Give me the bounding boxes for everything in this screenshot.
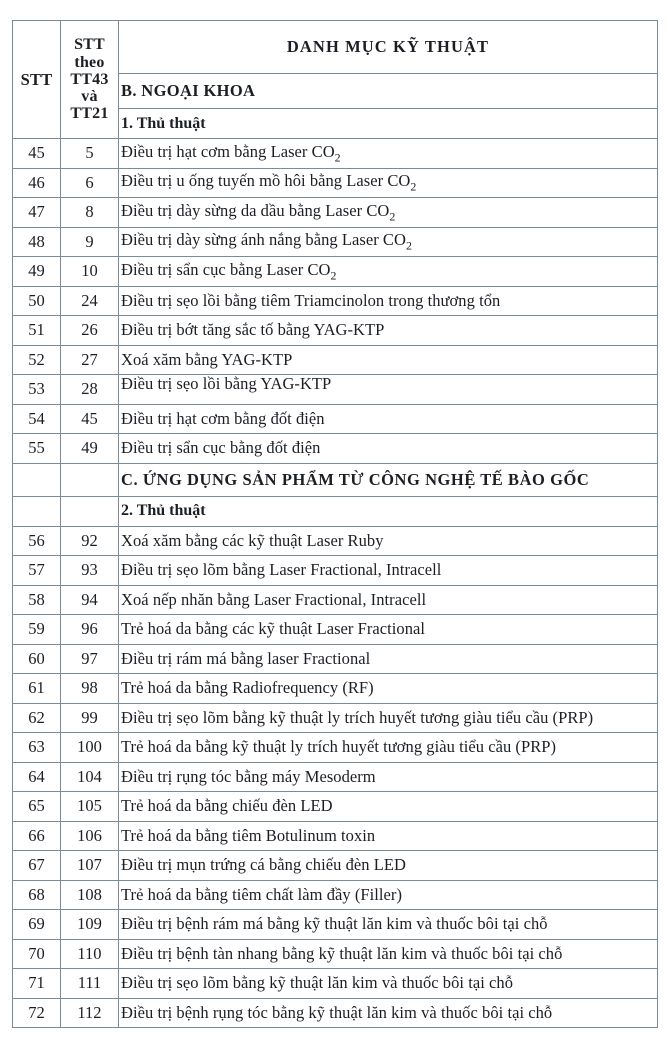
- cell-stt: 66: [13, 821, 61, 851]
- cell-stt-tt: 106: [61, 821, 119, 851]
- cell-stt: 59: [13, 615, 61, 645]
- cell-stt: 45: [13, 139, 61, 169]
- cell-stt-tt: 104: [61, 762, 119, 792]
- cell-stt-tt: 5: [61, 139, 119, 169]
- table-row: [13, 703, 658, 733]
- cell-stt: 47: [13, 198, 61, 228]
- table-row: [13, 674, 658, 704]
- cell-technique-name: Trẻ hoá da bằng tiêm chất làm đầy (Filler): [119, 880, 658, 910]
- table-row: [13, 939, 658, 969]
- cell-technique-name: Điều trị sẹo lồi bằng tiêm Triamcinolon trong thương tổn: [119, 286, 658, 316]
- cell-stt-tt: 100: [61, 733, 119, 763]
- cell-stt: 70: [13, 939, 61, 969]
- stt-tt-line-3: TT43: [70, 70, 109, 88]
- cell-stt-tt: 28: [61, 375, 119, 405]
- cell-stt-tt: 24: [61, 286, 119, 316]
- cell-stt-tt: 6: [61, 168, 119, 198]
- cell-stt: 52: [13, 345, 61, 375]
- cell-technique-name: Điều trị bệnh rụng tóc bằng kỹ thuật lăn kim và thuốc bôi tại chỗ: [119, 998, 658, 1028]
- cell-stt: 50: [13, 286, 61, 316]
- cell-stt-tt: 112: [61, 998, 119, 1028]
- section-header-c: C. ỨNG DỤNG SẢN PHẨM TỪ CÔNG NGHỆ TẾ BÀO GỐC: [119, 463, 658, 496]
- cell-stt: 65: [13, 792, 61, 822]
- cell-technique-name: Điều trị bệnh tàn nhang bằng kỹ thuật lăn kim và thuốc bôi tại chỗ: [119, 939, 658, 969]
- subsection-header-1: 1. Thủ thuật: [119, 109, 658, 139]
- cell-technique-name: Điều trị sẩn cục bằng Laser $CO_2$: [119, 257, 658, 287]
- cell-stt: 60: [13, 644, 61, 674]
- table-row: [13, 198, 658, 228]
- cell-technique-name: Điều trị sẹo lõm bằng kỹ thuật ly trích huyết tương giàu tiểu cầu (PRP): [119, 703, 658, 733]
- chemical-subscript: 2: [389, 208, 396, 223]
- stt-tt-line-5: TT21: [70, 105, 109, 123]
- cell-stt-tt: 92: [61, 526, 119, 556]
- table-row: [13, 227, 658, 257]
- section-header-b: B. NGOẠI KHOA: [119, 74, 658, 109]
- cell-stt-tt-empty: [61, 463, 119, 496]
- stt-tt-line-2: theo: [74, 53, 105, 71]
- cell-stt-empty: [13, 463, 61, 496]
- cell-stt-tt: 26: [61, 316, 119, 346]
- cell-technique-name: Xoá nếp nhăn bằng Laser Fractional, Intracell: [119, 585, 658, 615]
- cell-technique-name: Điều trị hạt cơm bằng đốt điện: [119, 404, 658, 434]
- table-row: [13, 851, 658, 881]
- technique-catalog-table: [12, 20, 658, 1028]
- column-header-stt: [13, 21, 61, 139]
- cell-stt: 63: [13, 733, 61, 763]
- table-row: [13, 404, 658, 434]
- cell-technique-name: Điều trị hạt cơm bằng Laser $CO_2$: [119, 139, 658, 169]
- cell-technique-name: Xoá xăm bằng YAG-KTP: [119, 345, 658, 375]
- cell-stt: 71: [13, 969, 61, 999]
- table-row: [13, 733, 658, 763]
- cell-stt: 49: [13, 257, 61, 287]
- cell-stt-tt: 98: [61, 674, 119, 704]
- cell-stt-tt: 109: [61, 910, 119, 940]
- cell-technique-name: Điều trị bớt tăng sắc tố bằng YAG-KTP: [119, 316, 658, 346]
- cell-stt: 72: [13, 998, 61, 1028]
- cell-technique-name: Trẻ hoá da bằng tiêm Botulinum toxin: [119, 821, 658, 851]
- cell-technique-name: Điều trị dày sừng da dầu bằng Laser $CO_2$: [119, 198, 658, 228]
- cell-stt: 46: [13, 168, 61, 198]
- table-row: [13, 139, 658, 169]
- chemical-subscript: 2: [334, 149, 341, 164]
- cell-technique-name: Điều trị bệnh rám má bằng kỹ thuật lăn kim và thuốc bôi tại chỗ: [119, 910, 658, 940]
- cell-stt-tt: 105: [61, 792, 119, 822]
- chemical-subscript: 2: [330, 267, 337, 282]
- cell-stt-tt: 110: [61, 939, 119, 969]
- table-row: [13, 644, 658, 674]
- chemical-subscript: 2: [405, 238, 412, 253]
- cell-technique-name: Điều trị sẹo lõm bằng Laser Fractional, Intracell: [119, 556, 658, 586]
- table-row: [13, 286, 658, 316]
- cell-stt: 62: [13, 703, 61, 733]
- section-header-c-row: [13, 463, 658, 496]
- cell-stt-tt: 10: [61, 257, 119, 287]
- column-header-stt-tt: [61, 21, 119, 139]
- cell-technique-name: Điều trị mụn trứng cá bằng chiếu đèn LED: [119, 851, 658, 881]
- cell-stt-tt: 108: [61, 880, 119, 910]
- cell-stt-tt: 99: [61, 703, 119, 733]
- cell-stt: 55: [13, 434, 61, 464]
- table-row: [13, 792, 658, 822]
- subsection-header-2: 2. Thủ thuật: [119, 496, 658, 526]
- cell-stt-tt: 45: [61, 404, 119, 434]
- column-header-technique-name: DANH MỤC KỸ THUẬT: [119, 21, 658, 74]
- cell-stt: 48: [13, 227, 61, 257]
- table-row: [13, 434, 658, 464]
- table-row: [13, 375, 658, 405]
- cell-stt-tt: 93: [61, 556, 119, 586]
- table-row: [13, 762, 658, 792]
- table-row: [13, 880, 658, 910]
- cell-technique-name: Điều trị rụng tóc bằng máy Mesoderm: [119, 762, 658, 792]
- table-row: [13, 526, 658, 556]
- table-row: [13, 585, 658, 615]
- cell-technique-name: Trẻ hoá da bằng Radiofrequency (RF): [119, 674, 658, 704]
- table-row: [13, 615, 658, 645]
- cell-technique-name: Điều trị sẹo lõm bằng kỹ thuật lăn kim và thuốc bôi tại chỗ: [119, 969, 658, 999]
- stt-tt-line-1: STT: [74, 36, 105, 54]
- table-header-row-title: [13, 21, 658, 74]
- cell-stt-tt: 27: [61, 345, 119, 375]
- cell-technique-name: Trẻ hoá da bằng chiếu đèn LED: [119, 792, 658, 822]
- cell-stt-tt: 9: [61, 227, 119, 257]
- cell-stt-tt: 8: [61, 198, 119, 228]
- subsection-header-2-row: [13, 496, 658, 526]
- cell-stt-tt-empty: [61, 496, 119, 526]
- cell-stt-tt: 49: [61, 434, 119, 464]
- table-row: [13, 257, 658, 287]
- cell-technique-name: Điều trị sẩn cục bằng đốt điện: [119, 434, 658, 464]
- cell-stt-tt: 107: [61, 851, 119, 881]
- column-header-stt-label: STT: [20, 69, 53, 89]
- table-row: [13, 168, 658, 198]
- cell-technique-name: Điều trị rám má bằng laser Fractional: [119, 644, 658, 674]
- cell-stt: 58: [13, 585, 61, 615]
- table-row: [13, 556, 658, 586]
- chemical-subscript: 2: [410, 179, 417, 194]
- cell-stt: 68: [13, 880, 61, 910]
- cell-technique-name: Điều trị dày sừng ánh nắng bằng Laser $CO_2$: [119, 227, 658, 257]
- cell-stt: 56: [13, 526, 61, 556]
- cell-stt: 57: [13, 556, 61, 586]
- cell-stt-empty: [13, 496, 61, 526]
- cell-stt-tt: 111: [61, 969, 119, 999]
- table-row: [13, 910, 658, 940]
- cell-stt-tt: 94: [61, 585, 119, 615]
- table-row: [13, 969, 658, 999]
- cell-stt-tt: 96: [61, 615, 119, 645]
- cell-technique-name: Điều trị sẹo lồi bằng YAG-KTP: [119, 375, 658, 405]
- stt-tt-line-4: và: [81, 88, 98, 106]
- table-row: [13, 345, 658, 375]
- cell-technique-name: Trẻ hoá da bằng kỹ thuật ly trích huyết tương giàu tiểu cầu (PRP): [119, 733, 658, 763]
- table-row: [13, 316, 658, 346]
- cell-stt: 54: [13, 404, 61, 434]
- cell-technique-name: Xoá xăm bằng các kỹ thuật Laser Ruby: [119, 526, 658, 556]
- table-row: [13, 998, 658, 1028]
- cell-technique-name: Điều trị u ống tuyến mồ hôi bằng Laser $CO_2$: [119, 168, 658, 198]
- cell-stt-tt: 97: [61, 644, 119, 674]
- cell-stt: 61: [13, 674, 61, 704]
- cell-stt: 51: [13, 316, 61, 346]
- table-row: [13, 821, 658, 851]
- cell-stt: 67: [13, 851, 61, 881]
- cell-stt: 53: [13, 375, 61, 405]
- cell-stt: 64: [13, 762, 61, 792]
- cell-technique-name: Trẻ hoá da bằng các kỹ thuật Laser Fractional: [119, 615, 658, 645]
- cell-stt: 69: [13, 910, 61, 940]
